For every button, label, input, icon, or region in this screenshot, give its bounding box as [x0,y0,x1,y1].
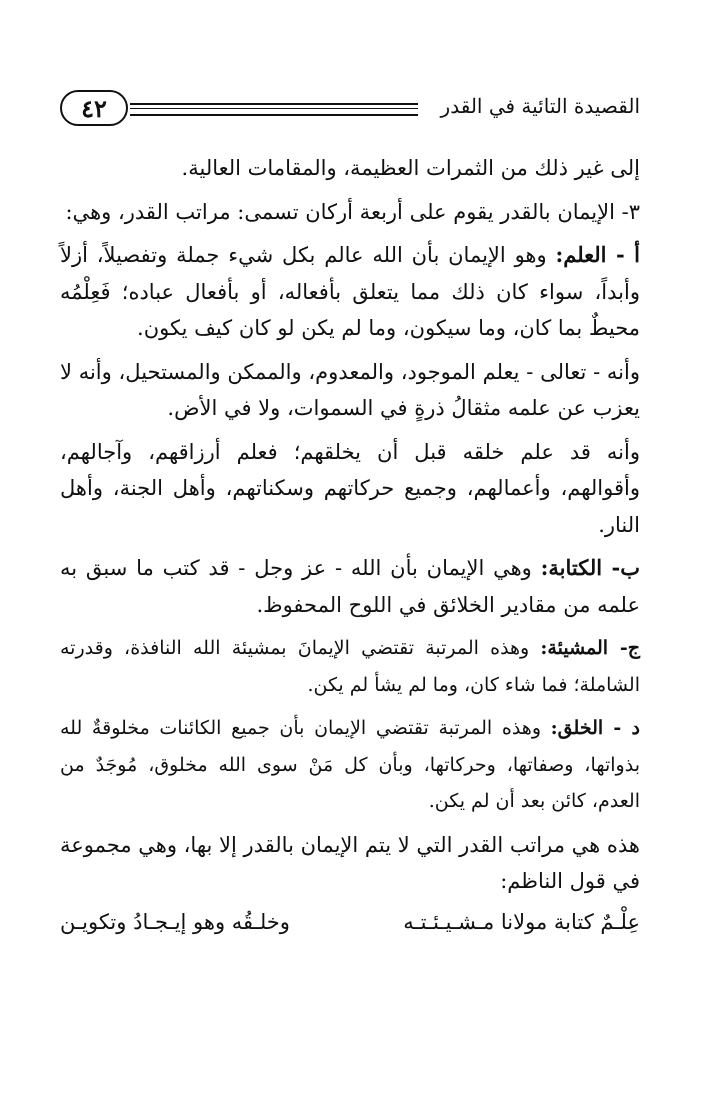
term-creation: د - الخلق: [550,717,640,739]
paragraph: إلى غير ذلك من الثمرات العظيمة، والمقامات العالية. [181,156,640,180]
paragraph: هذه هي مراتب القدر التي لا يتم الإيمان بالقدر إلا بها، وهي مجموعة في قول الناظم: [59,832,640,893]
paragraph: ٣- الإيمان بالقدر يقوم على أربعة أركان تسمى: مراتب القدر، وهي: [65,199,640,224]
paragraph-creation [60,710,640,820]
paragraph-will [60,630,640,703]
term-knowledge: أ - العلم: [555,242,640,267]
paragraph-text: وهذه المرتبة تقتضي الإيمانَ بمشيئة الله النافذة، وقدرته الشاملة؛ فما شاء كان، وما لم يشأ لم يكن. [60,637,640,696]
poem-verse [60,904,640,941]
running-title: القصيدة التائية في القدر [440,94,640,118]
verse-first-hemistich: عِلْـمٌ كتابة مولانا مـشـيـئـتـه [403,909,640,934]
term-writing: ب- الكتابة: [540,555,641,580]
header-rule [130,103,418,116]
term-will: ج- المشيئة: [540,637,640,659]
paragraph: وأنه - تعالى - يعلم الموجود، والمعدوم، والممكن والمستحيل، وأنه لا يعزب عن علمه مثقالُ ذرةٍ في السموات، ولا في الأض. [60,359,640,420]
verse-second-hemistich: وخلـقُه وهو إيـجـادُ وتكويـن [60,909,290,934]
page-number: ٤٢ [60,90,128,126]
paragraph-writing [60,550,640,623]
paragraph-knowledge [60,237,640,347]
paragraph-text: وهو الإيمان بأن الله عالم بكل شيء جملة وتفصيلاً، أزلاً وأبداً، سواء كان ذلك مما يتعلق بأفعاله، أو بأفعال عباده؛ فَعِلْمُه محيطٌ بما كان، وما سيكون، وما لم يكن لو كان كيف يكون. [60,243,640,340]
paragraph: وأنه قد علم خلقه قبل أن يخلقهم؛ فعلم أرزاقهم، وآجالهم، وأقوالهم، وأعمالهم، وجميع حركاتهم وسكناتهم، وأهل الجنة، وأهل النار. [60,439,640,537]
paragraph-text: وهذه المرتبة تقتضي الإيمان بأن جميع الكائنات مخلوقةٌ لله بذواتها، وصفاتها، وحركاتها، وبأن كل مَنْ سوى الله مخلوق، مُوجَدٌ من العدم، كائن بعد أن لم يكن. [60,717,640,812]
page-body [60,150,640,940]
page-header [60,88,640,134]
paragraph-text: وهي الإيمان بأن الله - عز وجل - قد كتب ما سبق به علمه من مقادير الخلائق في اللوح المحفوظ. [60,556,640,617]
